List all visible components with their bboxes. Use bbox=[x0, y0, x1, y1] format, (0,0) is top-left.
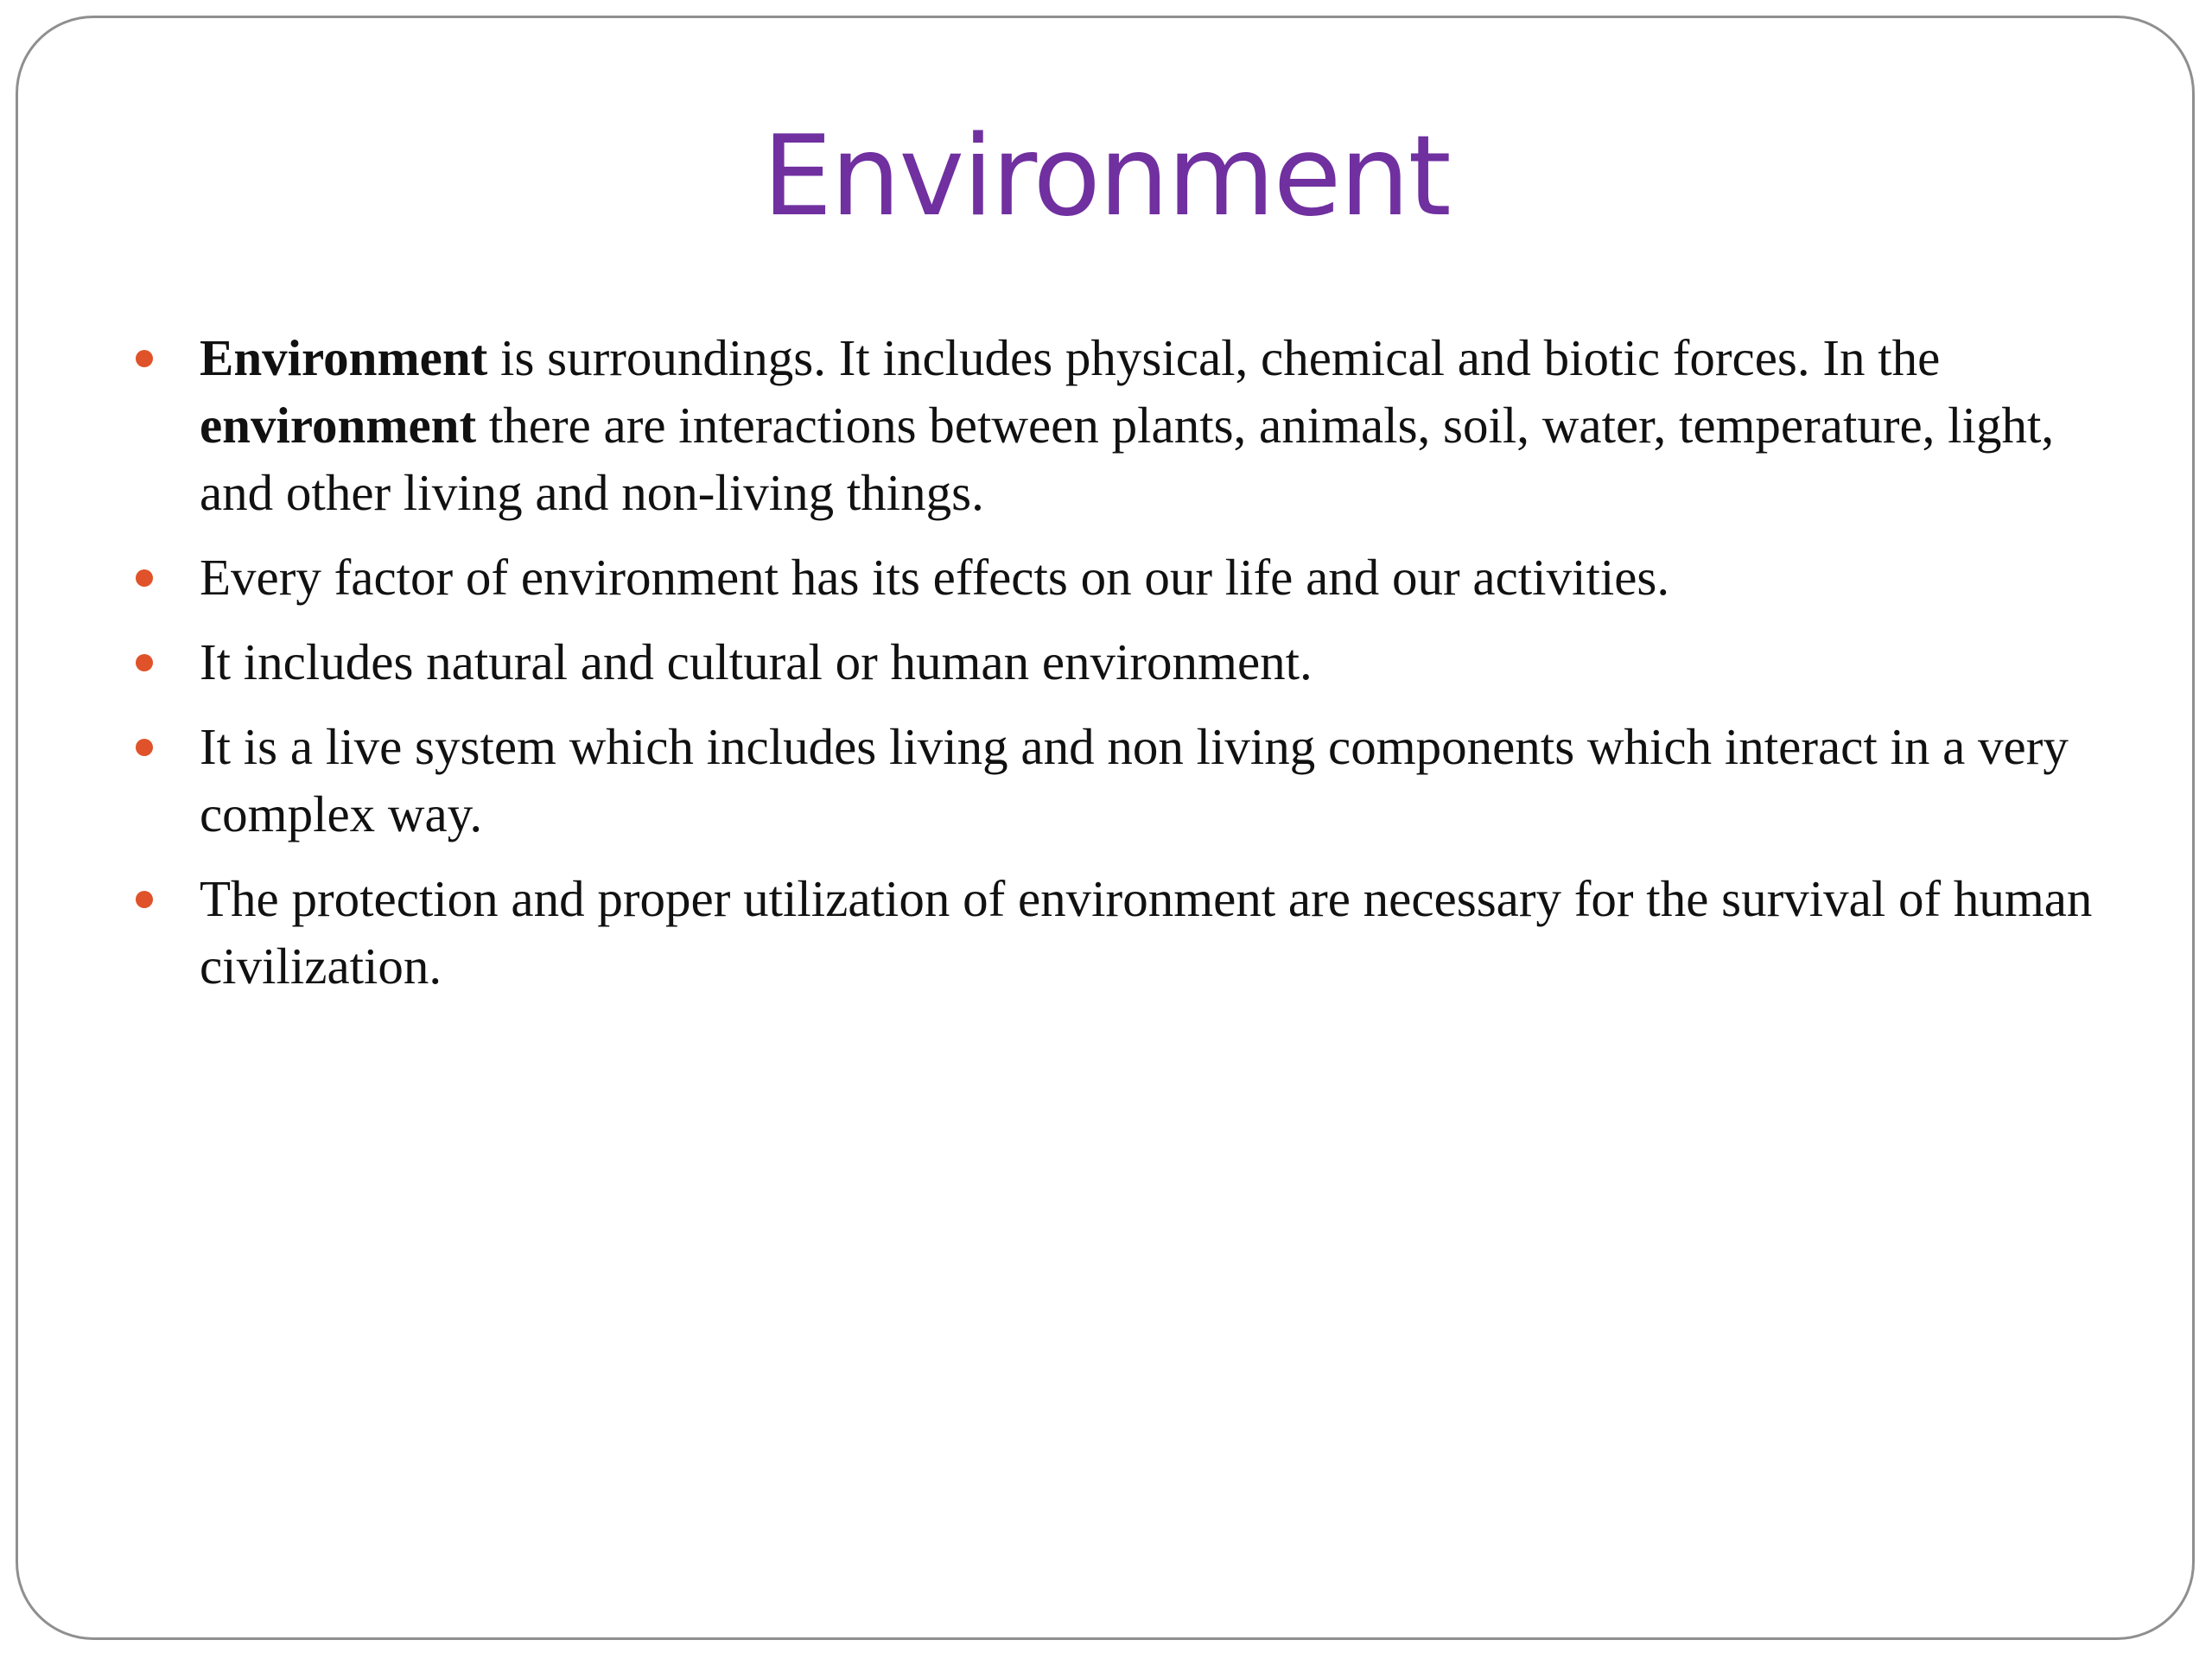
bullet-dot-icon bbox=[136, 350, 153, 367]
bullet-dot-icon bbox=[136, 739, 153, 756]
text-segment: is surroundings. It includes physical, chemical and biotic forces. In the bbox=[487, 329, 1941, 386]
bullet-item bbox=[134, 865, 2095, 1000]
bold-term: environment bbox=[200, 397, 477, 454]
bullet-item bbox=[134, 324, 2095, 526]
bullet-dot-icon bbox=[136, 569, 153, 587]
bullet-dot-icon bbox=[136, 654, 153, 671]
bullet-item bbox=[134, 628, 2095, 696]
bullet-item bbox=[134, 713, 2095, 848]
bullet-text: It includes natural and cultural or human environment. bbox=[200, 633, 1313, 690]
bold-term: Environment bbox=[200, 329, 488, 386]
bullet-dot-icon bbox=[136, 891, 153, 908]
bullet-item bbox=[134, 543, 2095, 611]
bullet-list bbox=[134, 324, 2095, 1017]
bullet-text: Every factor of environment has its effects on our life and our activities. bbox=[200, 549, 1670, 606]
bullet-text: The protection and proper utilization of environment are necessary for the survival of human civilization. bbox=[200, 870, 2093, 995]
bullet-text bbox=[200, 329, 2054, 521]
slide-title: Environment bbox=[762, 112, 1450, 241]
text-segment: there are interactions between plants, animals, soil, water, temperature, light, and other living and non-living things. bbox=[200, 397, 2055, 521]
bullet-text: It is a live system which includes living and non living components which interact in a very complex way. bbox=[200, 718, 2069, 842]
